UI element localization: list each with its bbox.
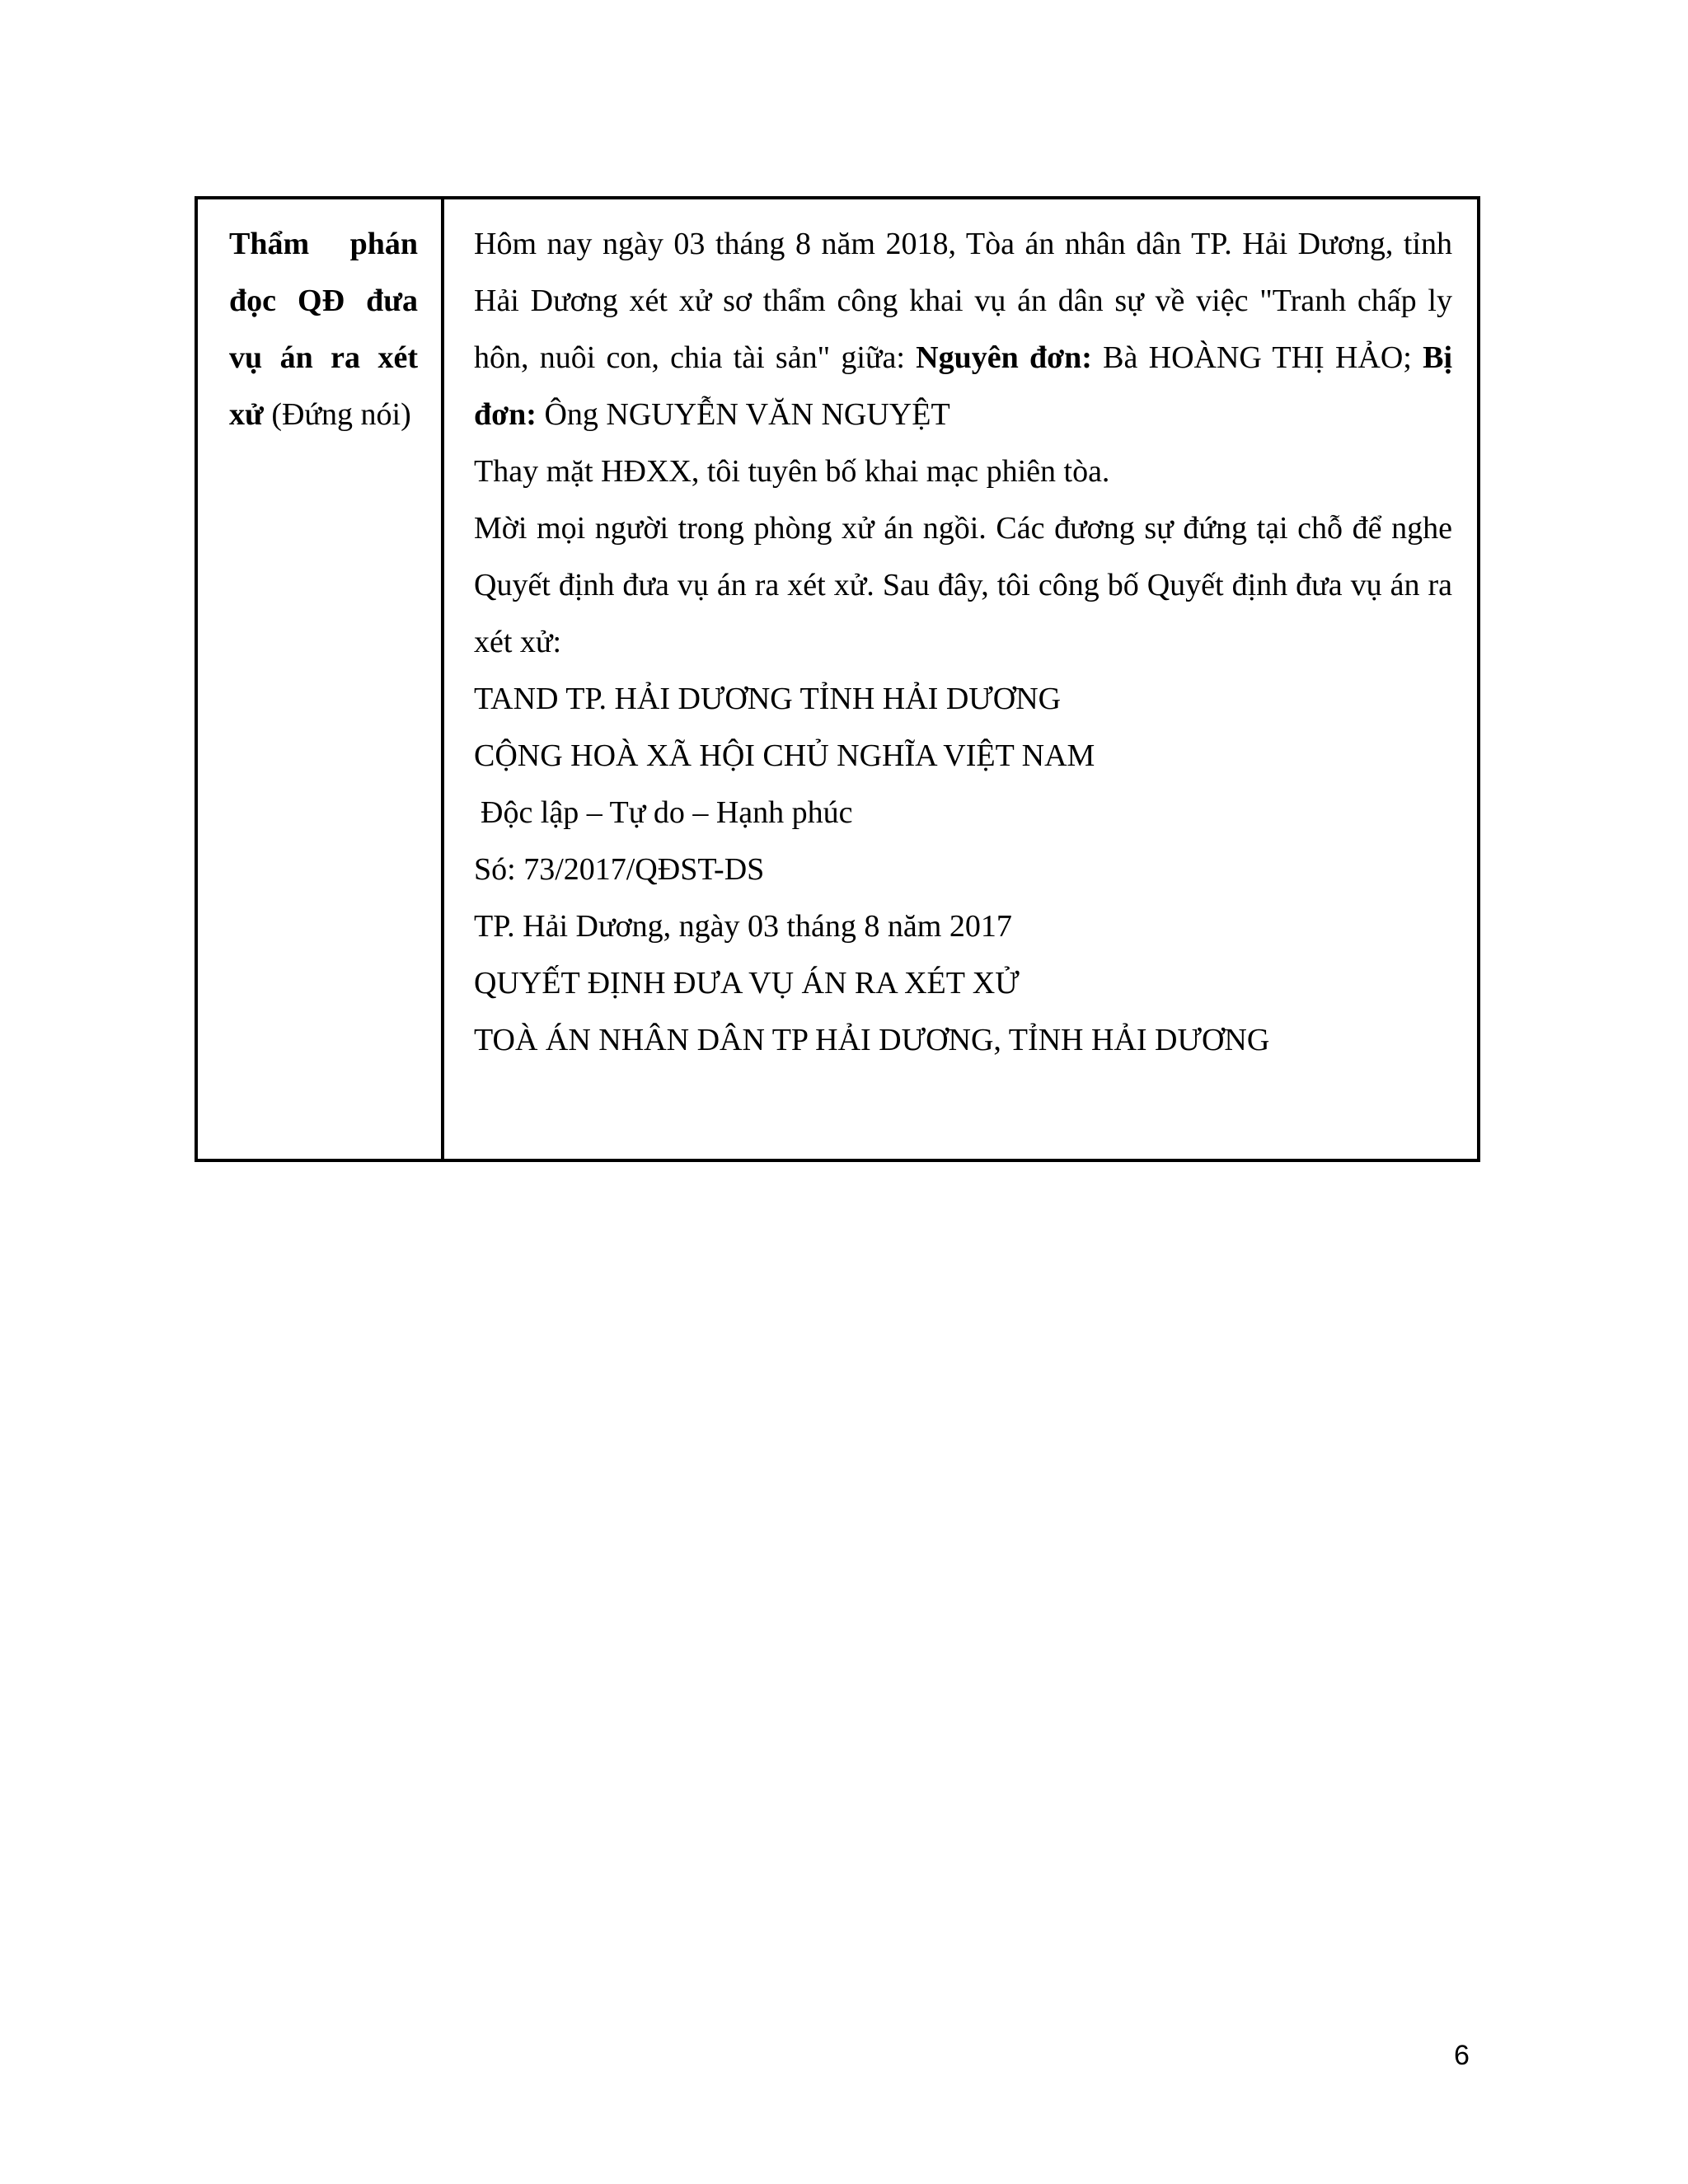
issuing-court: TOÀ ÁN NHÂN DÂN TP HẢI DƯƠNG, TỈNH HẢI DƯƠNG [474,1023,1270,1057]
page-number: 6 [1454,2040,1470,2071]
defendant-label: Bị đơn: [474,340,1452,432]
speaker-role: Thẩm phán đọc QĐ đưa vụ án ra xét xử [229,227,418,432]
script-table [195,196,1480,1162]
invite-paragraph: Mời mọi người trong phòng xử án ngồi. Các đương sự đứng tại chỗ để nghe Quyết định đưa vụ án ra xét xử. Sau đây, tôi công bố Quyết định đưa vụ án ra xét xử: [474,511,1452,659]
place-date: TP. Hải Dương, ngày 03 tháng 8 năm 2017 [474,909,1012,944]
plaintiff-label: Nguyên đơn: [916,340,1092,375]
decision-title: QUYẾT ĐỊNH ĐƯA VỤ ÁN RA XÉT XỬ [474,966,1020,1001]
speech-cell [444,199,1477,1159]
defendant-value: Ông NGUYỄN VĂN NGUYỆT [536,397,950,432]
plaintiff-value: Bà HOÀNG THỊ HẢO; [1091,340,1423,375]
republic-header: CỘNG HOÀ XÃ HỘI CHỦ NGHĨA VIỆT NAM [474,738,1095,773]
intro-paragraph [474,216,1452,443]
court-name: TAND TP. HẢI DƯƠNG TỈNH HẢI DƯƠNG [474,682,1062,716]
opening-line: Thay mặt HĐXX, tôi tuyên bố khai mạc phiên tòa. [474,454,1110,489]
national-motto: Độc lập – Tự do – Hạnh phúc [481,795,853,830]
speaker-cell [198,199,444,1159]
decision-number: Só: 73/2017/QĐST-DS [474,852,765,887]
speaker-note: (Đứng nói) [263,397,411,432]
intro-text: Hôm nay ngày 03 tháng 8 năm 2018, Tòa án nhân dân TP. Hải Dương, tỉnh Hải Dương xét xử sơ thẩm công khai vụ án dân sự về việc "Tranh chấp ly hôn, nuôi con, chia tài sản" giữa: [474,227,1452,375]
